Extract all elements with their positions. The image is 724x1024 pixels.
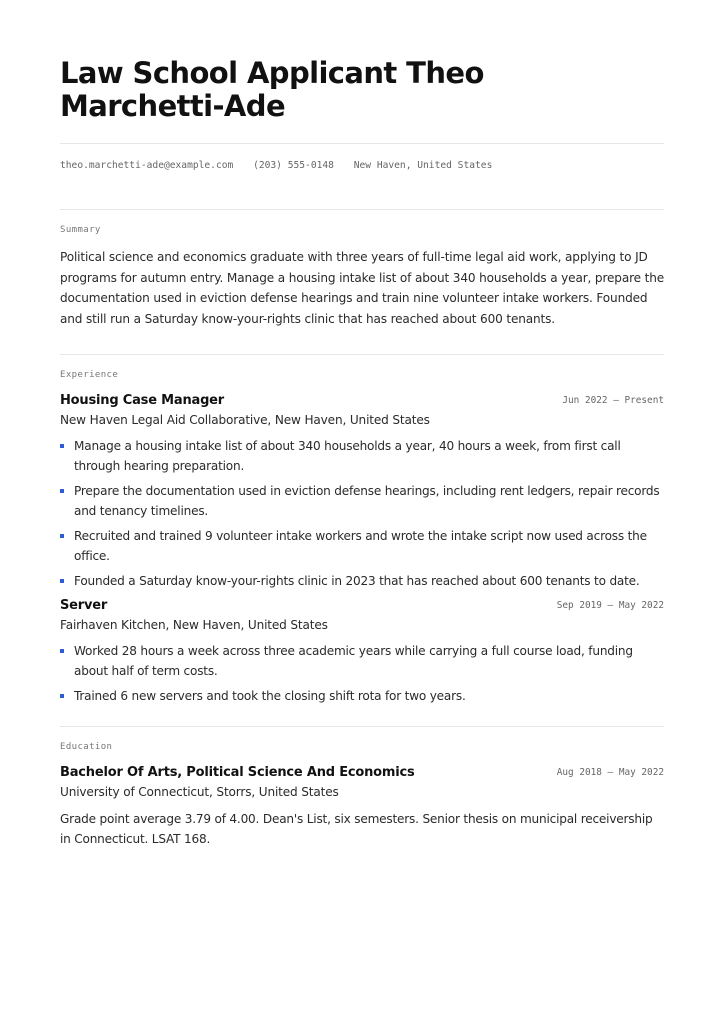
job-bullet-text: Founded a Saturday know-your-rights clinic in 2023 that has reached about 600 tenants to date. xyxy=(74,574,640,589)
job-dates: Sep 2019 – May 2022 xyxy=(556,600,664,612)
job-bullet-text: Trained 6 new servers and took the closing shift rota for two years. xyxy=(74,689,466,704)
contact-location: New Haven, United States xyxy=(353,160,493,171)
education-entry-header xyxy=(60,764,664,782)
bullet-square-icon xyxy=(60,579,64,583)
job-organization: New Haven Legal Aid Collaborative, New Haven, United States xyxy=(60,413,430,428)
job-bullet xyxy=(60,436,664,476)
job-bullet xyxy=(60,641,664,681)
divider xyxy=(60,354,664,355)
experience-entry-header xyxy=(60,597,664,615)
experience-entry xyxy=(60,392,664,591)
job-bullet-text: Worked 28 hours a week across three academic years while carrying a full course load, funding about half of term costs. xyxy=(74,644,633,679)
summary-text: Political science and economics graduate with three years of full-time legal aid work, applying to JD programs for autumn entry. Manage a housing intake list of about 340 households a year, prepare the documentation used in eviction defense hearings and train nine volunteer intake workers. Founded and still run a Saturday know-your-rights clinic that has reached about 600 tenants. xyxy=(60,250,665,326)
education-heading: Education xyxy=(60,742,113,753)
contact-phone[interactable]: (203) 555-0148 xyxy=(253,160,334,171)
experience-entry xyxy=(60,597,664,706)
experience-heading: Experience xyxy=(60,370,119,381)
summary-heading: Summary xyxy=(60,225,101,235)
job-title: Server xyxy=(60,598,108,614)
contact-email[interactable]: theo.marchetti-ade@example.com xyxy=(60,160,234,171)
bullet-square-icon xyxy=(60,489,64,493)
job-bullet xyxy=(60,571,664,591)
experience-entry-header xyxy=(60,392,664,410)
divider xyxy=(60,726,664,727)
divider xyxy=(60,209,664,210)
job-title: Housing Case Manager xyxy=(60,393,225,409)
job-organization: Fairhaven Kitchen, New Haven, United States xyxy=(60,618,328,633)
education-dates: Aug 2018 – May 2022 xyxy=(556,767,664,779)
divider xyxy=(60,143,664,144)
job-bullet-text: Manage a housing intake list of about 340 households a year, 40 hours a week, from first call through hearing preparation. xyxy=(74,439,621,474)
bullet-square-icon xyxy=(60,649,64,653)
job-bullet-text: Prepare the documentation used in eviction defense hearings, including rent ledgers, repair records and tenancy timelines. xyxy=(74,484,660,519)
job-bullet xyxy=(60,526,664,566)
job-bullet xyxy=(60,481,664,521)
bullet-square-icon xyxy=(60,444,64,448)
school-name: University of Connecticut, Storrs, United States xyxy=(60,785,339,800)
education-entry xyxy=(60,764,664,849)
job-bullet-list xyxy=(60,436,664,591)
job-bullet-list xyxy=(60,641,664,706)
contact-line xyxy=(60,159,664,173)
applicant-name: Law School Applicant Theo Marchetti-Ade xyxy=(60,56,484,123)
degree-title: Bachelor Of Arts, Political Science And Economics xyxy=(60,765,415,781)
education-detail: Grade point average 3.79 of 4.00. Dean's List, six semesters. Senior thesis on municipal receivership in Connecticut. LSAT 168. xyxy=(60,812,653,847)
job-bullet-text: Recruited and trained 9 volunteer intake workers and wrote the intake script now used across the office. xyxy=(74,529,647,564)
bullet-square-icon xyxy=(60,534,64,538)
job-dates: Jun 2022 – Present xyxy=(562,395,664,407)
bullet-square-icon xyxy=(60,694,64,698)
job-bullet xyxy=(60,686,664,706)
